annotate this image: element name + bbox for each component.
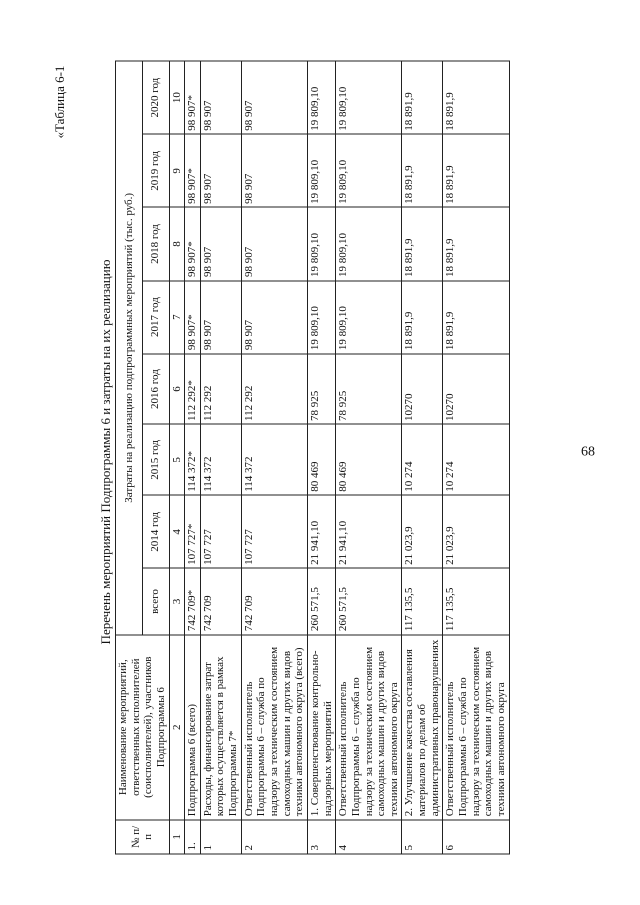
index-cell: 1 — [169, 820, 185, 854]
row-name: 1. Совершенствование контрольно-надзорных мероприятий — [307, 635, 335, 820]
row-name: Ответственный исполнитель Подпрограммы 6 – служба по надзору за техническим состоянием самоходных машин и других видов техники автономного округа — [443, 635, 509, 820]
header-total: всего — [142, 568, 169, 634]
row-year-value: 98 907 — [241, 207, 307, 280]
header-year: 2020 год — [142, 61, 169, 134]
row-name: Ответственный исполнитель Подпрограммы 6 – служба по надзору за техническим состоянием самоходных машин и других видов техники автономного округа — [336, 635, 402, 820]
table-title: Перечень мероприятий Подпрограммы 6 и затраты на их реализацию — [98, 259, 113, 645]
header-year: 2016 год — [142, 354, 169, 425]
header-year: 2019 год — [142, 134, 169, 207]
table-body — [185, 61, 509, 854]
header-num: № п/п — [116, 820, 170, 854]
row-year-value: 107 727 — [200, 495, 241, 568]
row-year-value: 98 907 — [200, 207, 241, 280]
row-year-value: 98 907* — [185, 134, 201, 207]
row-year-value: 10 274 — [402, 424, 443, 495]
index-cell: 4 — [169, 495, 185, 568]
index-cell: 9 — [169, 134, 185, 207]
row-total: 742 709 — [200, 568, 241, 634]
row-year-value: 112 292 — [241, 354, 307, 425]
row-number: 5 — [402, 820, 443, 854]
row-year-value: 114 372* — [185, 424, 201, 495]
row-year-value: 18 891,9 — [443, 134, 509, 207]
index-cell: 7 — [169, 281, 185, 354]
row-year-value: 21 023,9 — [402, 495, 443, 568]
row-year-value: 114 372 — [200, 424, 241, 495]
row-total: 742 709 — [241, 568, 307, 634]
table-row — [241, 61, 307, 854]
row-year-value: 78 925 — [336, 354, 402, 425]
table-row — [307, 61, 335, 854]
row-total: 742 709* — [185, 568, 201, 634]
table-row — [402, 61, 443, 854]
row-year-value: 10270 — [443, 354, 509, 425]
table-row — [336, 61, 402, 854]
table-row — [185, 61, 201, 854]
row-year-value: 98 907 — [241, 134, 307, 207]
row-year-value: 19 809,10 — [336, 281, 402, 354]
row-year-value: 19 809,10 — [336, 207, 402, 280]
header-year: 2014 год — [142, 495, 169, 568]
row-year-value: 10 274 — [443, 424, 509, 495]
row-year-value: 98 907* — [185, 281, 201, 354]
row-year-value: 98 907 — [200, 281, 241, 354]
row-year-value: 98 907* — [185, 207, 201, 280]
row-year-value: 18 891,9 — [402, 281, 443, 354]
row-year-value: 98 907 — [200, 134, 241, 207]
index-cell: 8 — [169, 207, 185, 280]
row-year-value: 98 907 — [200, 61, 241, 134]
row-total: 117 135,5 — [402, 568, 443, 634]
row-name: Ответственный исполнитель Подпрограммы 6 – служба по надзору за техническим состоянием самоходных машин и других видов техники автономного округа (всего) — [241, 635, 307, 820]
row-year-value: 19 809,10 — [307, 134, 335, 207]
header-year: 2017 год — [142, 281, 169, 354]
row-year-value: 18 891,9 — [402, 61, 443, 134]
index-cell: 10 — [169, 61, 185, 134]
row-year-value: 112 292 — [200, 354, 241, 425]
index-cell: 6 — [169, 354, 185, 425]
row-year-value: 10270 — [402, 354, 443, 425]
header-costs: Затраты на реализацию подпрограммных мероприятий (тыс. руб.) — [116, 61, 143, 635]
page-number: 68 — [581, 444, 595, 460]
row-year-value: 18 891,9 — [443, 61, 509, 134]
row-year-value: 98 907* — [185, 61, 201, 134]
row-number: 2 — [241, 820, 307, 854]
header-year: 2018 год — [142, 207, 169, 280]
row-year-value: 98 907 — [241, 61, 307, 134]
index-cell: 2 — [169, 635, 185, 820]
row-year-value: 21 941,10 — [336, 495, 402, 568]
row-year-value: 19 809,10 — [336, 134, 402, 207]
row-year-value: 18 891,9 — [443, 281, 509, 354]
row-year-value: 80 469 — [336, 424, 402, 495]
row-year-value: 80 469 — [307, 424, 335, 495]
row-number: 4 — [336, 820, 402, 854]
row-total: 260 571,5 — [336, 568, 402, 634]
row-year-value: 21 941,10 — [307, 495, 335, 568]
header-name: Наименование мероприятий, ответственных исполнителей (соисполнителей), участников Подпрограммы 6 — [116, 635, 170, 820]
row-year-value: 21 023,9 — [443, 495, 509, 568]
table-row — [200, 61, 241, 854]
row-year-value: 114 372 — [241, 424, 307, 495]
row-year-value: 112 292* — [185, 354, 201, 425]
row-year-value: 19 809,10 — [307, 61, 335, 134]
row-number: 1 — [200, 820, 241, 854]
table-row — [443, 61, 509, 854]
index-cell: 3 — [169, 568, 185, 634]
header-year: 2015 год — [142, 424, 169, 495]
row-number: 3 — [307, 820, 335, 854]
measures-table — [115, 61, 510, 855]
row-name: Подпрограмма 6 (всего) — [185, 635, 201, 820]
index-row — [169, 61, 185, 854]
row-year-value: 18 891,9 — [443, 207, 509, 280]
row-year-value: 19 809,10 — [307, 281, 335, 354]
row-year-value: 107 727* — [185, 495, 201, 568]
row-year-value: 18 891,9 — [402, 207, 443, 280]
row-year-value: 18 891,9 — [402, 134, 443, 207]
row-year-value: 107 727 — [241, 495, 307, 568]
index-cell: 5 — [169, 424, 185, 495]
row-name: Расходы, финансирование затрат которых осуществляется в рамках Подпрограммы 7* — [200, 635, 241, 820]
row-year-value: 19 809,10 — [307, 207, 335, 280]
row-total: 117 135,5 — [443, 568, 509, 634]
row-number: 1. — [185, 820, 201, 854]
row-number: 6 — [443, 820, 509, 854]
row-year-value: 19 809,10 — [336, 61, 402, 134]
row-name: 2. Улучшение качества составления материалов по делам об административных правонарушениях — [402, 635, 443, 820]
row-total: 260 571,5 — [307, 568, 335, 634]
row-year-value: 98 907 — [241, 281, 307, 354]
table-label: «Таблица 6-1 — [52, 65, 67, 139]
row-year-value: 78 925 — [307, 354, 335, 425]
